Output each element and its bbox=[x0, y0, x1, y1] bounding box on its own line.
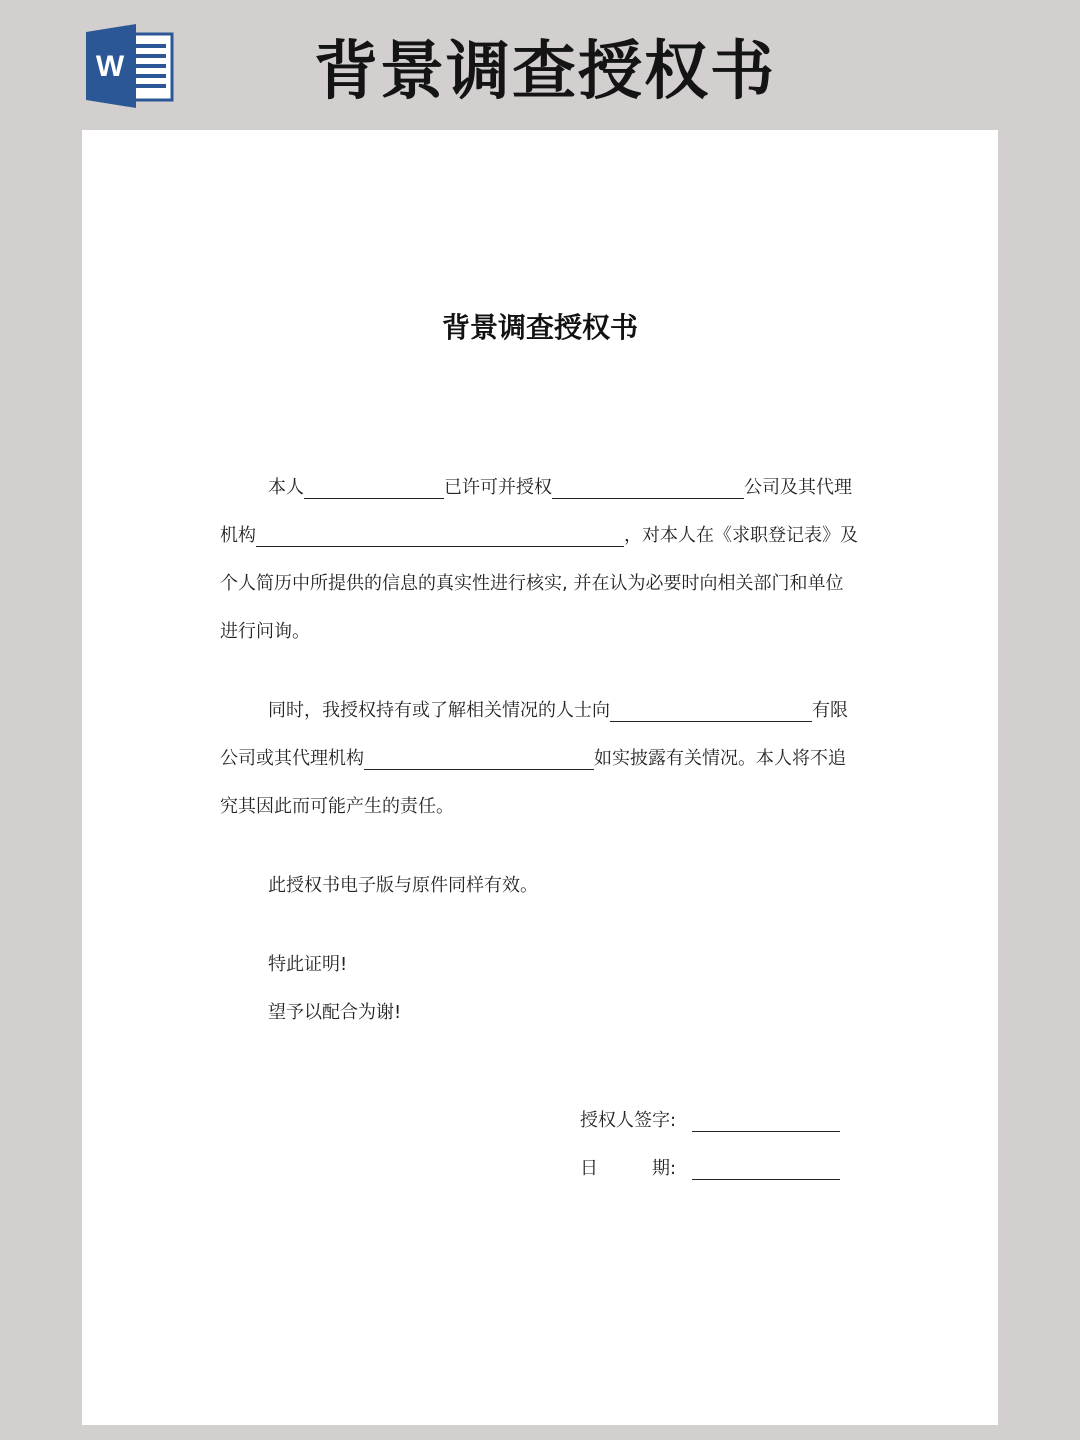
closing-line-thanks: 望予以配合为谢! bbox=[268, 1002, 402, 1023]
document-title: 背景调查授权书 bbox=[441, 311, 638, 344]
agency-blank-field[interactable] bbox=[256, 524, 624, 547]
company-blank-field[interactable] bbox=[552, 476, 744, 499]
paragraph-line: 进行问询。 bbox=[220, 621, 310, 642]
signer-row bbox=[580, 1097, 840, 1145]
banner-header bbox=[0, 0, 1080, 130]
signature-block bbox=[580, 1097, 840, 1193]
company-blank-field[interactable] bbox=[610, 699, 812, 722]
paragraph-disclosure bbox=[220, 687, 860, 831]
signer-signature-field[interactable] bbox=[692, 1109, 840, 1132]
date-field[interactable] bbox=[692, 1157, 840, 1180]
paragraph-line: 本人 已许可并授权 公司及其代理 bbox=[268, 477, 852, 498]
paragraph-authorization bbox=[220, 464, 860, 656]
signer-label: 授权人签字: bbox=[580, 1110, 677, 1131]
svg-text:W: W bbox=[95, 50, 125, 83]
paragraph-line: 究其因此而可能产生的责任。 bbox=[220, 796, 454, 817]
agency-blank-field[interactable] bbox=[364, 747, 594, 770]
paragraph-line: 同时，我授权持有或了解相关情况的人士向 有限 bbox=[268, 700, 848, 721]
paragraph-line: 此授权书电子版与原件同样有效。 bbox=[268, 875, 538, 896]
name-blank-field[interactable] bbox=[304, 476, 444, 499]
paragraph-line: 公司或其代理机构 如实披露有关情况。本人将不追 bbox=[220, 748, 846, 769]
banner-title: 背景调查授权书 bbox=[314, 35, 776, 109]
paragraph-line: 个人简历中所提供的信息的真实性进行核实, 并在认为必要时向相关部门和单位 bbox=[220, 573, 844, 594]
paragraph-validity bbox=[220, 862, 860, 910]
closing-remarks bbox=[220, 941, 860, 1037]
closing-line-certify: 特此证明! bbox=[268, 954, 348, 975]
date-row bbox=[580, 1145, 840, 1193]
document-page bbox=[82, 130, 998, 1425]
paragraph-line: 机构 ，对本人在《求职登记表》及 bbox=[220, 525, 858, 546]
date-label: 日 期: bbox=[580, 1158, 677, 1179]
